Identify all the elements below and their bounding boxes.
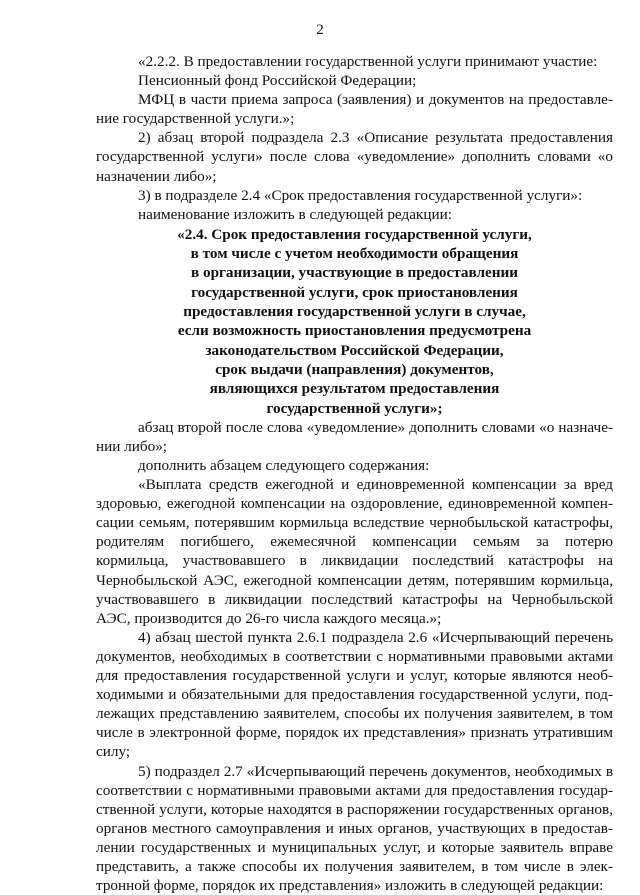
heading-line: «2.4. Срок предоставления государственной услуги, [96,225,613,244]
heading-line: в том числе с учетом необходимости обращения [96,244,613,263]
page-number: 2 [0,22,640,39]
document-body [96,52,613,895]
scan-artifact [330,852,370,862]
paragraph-2-2-2: «2.2.2. В предоставлении государственной услуги принимают участие: [96,52,613,71]
heading-line: являющихся результатом предоставления [96,379,613,398]
paragraph-item-4: 4) абзац шестой пункта 2.6.1 подраздела 2.6 «Исчерпывающий перечень документов, необходимых в соответствии с нормативными правовыми актами для предоставления государственной услуги и услуг, которые являются необходимыми и обязательными для предоставления государственной услуги, подлежащих представлению заявителем, способы их получения заявителем, в том числе в электронной форме, порядок их представления» признать утратившим силу; [96,628,613,762]
heading-line: предоставления государственной услуги в случае, [96,302,613,321]
paragraph-mfc: МФЦ в части приема запроса (заявления) и документов на предоставление государственной услуги.»; [96,90,613,128]
paragraph-item-3: 3) в подразделе 2.4 «Срок предоставления государственной услуги»: [96,186,613,205]
heading-line: если возможность приостановления предусмотрена [96,321,613,340]
paragraph-item-2: 2) абзац второй подраздела 2.3 «Описание результата предоставления государственной услуги» после слова «уведомление» дополнить словами «о назначении либо»; [96,128,613,185]
paragraph-heading-intro: наименование изложить в следующей редакции: [96,205,613,224]
paragraph-second-abzac: абзац второй после слова «уведомление» дополнить словами «о назначении либо»; [96,418,613,456]
heading-line: в организации, участвующие в предоставлении [96,263,613,282]
heading-line: государственной услуги»; [96,399,613,418]
section-heading-2-4 [96,225,613,418]
paragraph-compensation: «Выплата средств ежегодной и единовременной компенсации за вред здоровью, ежегодной компенсации на оздоровление, единовременной компенсации семьям, потерявшим кормильца вследствие чернобыльской катастрофы, родителям погибшего, ежемесячной компенсации семьям за потерю кормильца, участвовавшего в ликвидации последствий катастрофы на Чернобыльской АЭС, ежегодной компенсации детям, потерявшим кормильца, участвовавшего в ликвидации последствий катастрофы на Чернобыльской АЭС, производится до 26-го числа каждого месяца.»; [96,475,613,628]
paragraph-add-abzac: дополнить абзацем следующего содержания: [96,456,613,475]
paragraph-item-5: 5) подраздел 2.7 «Исчерпывающий перечень документов, необходимых в соответствии с нормативными правовыми актами для предоставления государственной услуги, которые находятся в распоряжении государственных органов, органов местного самоуправления и иных органов, участвующих в предоставлении государственных и муниципальных услуг, и которые заявитель вправе представить, а также способы их получения заявителем, в том числе в электронной форме, порядок их представления» изложить в следующей редакции: [96,762,613,895]
heading-line: срок выдачи (направления) документов, [96,360,613,379]
heading-line: законодательством Российской Федерации, [96,341,613,360]
heading-line: государственной услуги, срок приостановления [96,283,613,302]
paragraph-pension-fund: Пенсионный фонд Российской Федерации; [96,71,613,90]
